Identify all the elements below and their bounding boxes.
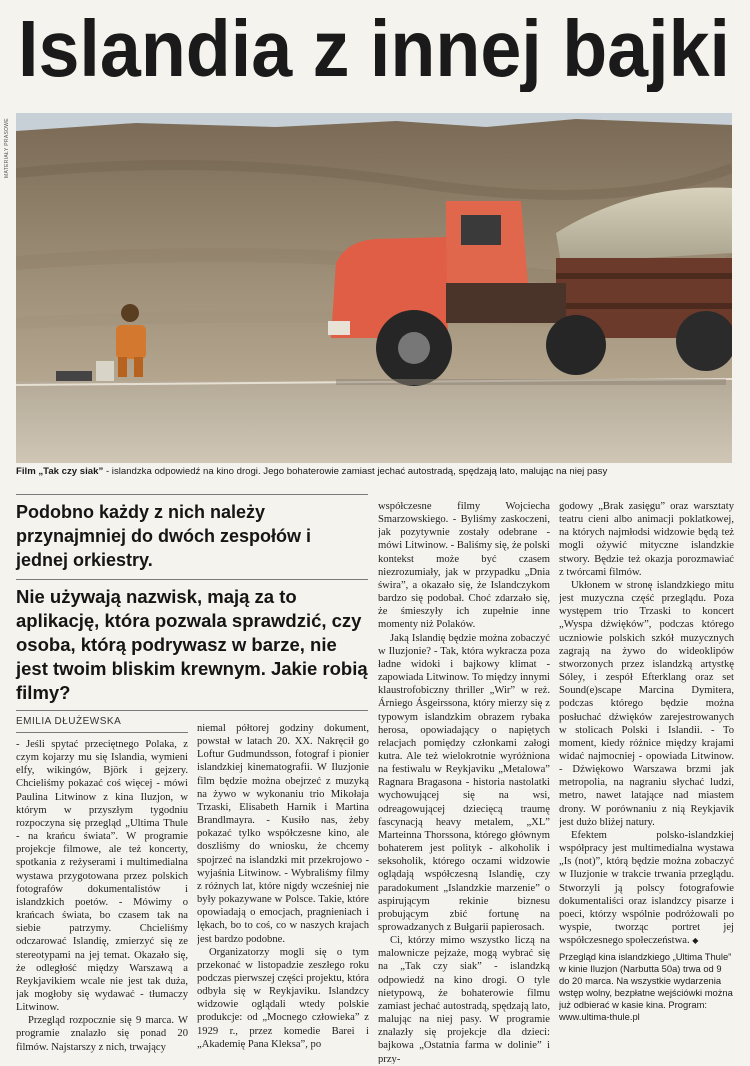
body-paragraph: niemal półtorej godziny dokument, powstał w latach 20. XX. Nakręcił go Loftur Gudmundsson, fotograf i pionier islandzkiej kinematografii. W Iluzjonie film będzie można obejrzeć z muzyką na żywo w wykonaniu trio Mikołaja Trzaski, Elisabeth Harnik i Martina Brandlmayra. - Kusiło nas, żeby pokazać tylko współczesne kino, ale doszliśmy do wniosku, że chcemy spojrzeć na islandzki mit przekrojowo - wyjaśnia Litwinow. - Wybraliśmy filmy z różnych lat, które nigdy wcześniej nie były pokazywane w Polsce. Takie, które opowiadają o emocjach, pragnieniach i lękach, bo to coś, co w naszych krajach jest bardzo podobne. — [197, 723, 369, 945]
headline — [18, 8, 732, 92]
caption-text: - islandzka odpowiedź na kino drogi. Jego bohaterowie zamiast jechać autostradą, spędzają lato, malując na niej pasy — [103, 466, 608, 477]
body-paragraph-text: Efektem polsko-islandzkiej współpracy jest multimedialna wystawa „Is (not)”, którą będzie można zobaczyć w Iluzjonie w trakcie trwania przeglądu. Stworzyli ją polscy fotografowie dokumentaliści oraz islandzcy pisarze i poeci, którzy wspólnie podróżowali po wyspie, tworząc portret jej współczesnego społeczeństwa. — [559, 829, 734, 947]
body-paragraph: - Jeśli spytać przeciętnego Polaka, z czym kojarzy mu się Islandia, wymieni elfy, wikingów, Björk i gejzery. Chcieliśmy pokazać coś więcej - mówi Paulina Litwinow z kina Iluzjon, w którym w przyszłym tygodniu rozpoczyna się przegląd „Ultima Thule - na krańcu świata”. W programie projekcje filmowe, ale też koncerty, spotkania z reżyserami i multimedialna wystawa przygotowana przez polskich fotografów dokumentalistów i islandzkich poetów. - Mówimy o krańcach świata, bo czasem tak na siebie patrzymy. Chcieliśmy odczarować Islandię, zmierzyć się ze stereotypami na jej temat. Okazało się, że odległość między Warszawą a Reykjavikiem wcale nie jest tak duża, jak mogłoby się wydawać - tłumaczy Litwinow. — [16, 739, 188, 1014]
lead-paragraph-1: Podobno każdy z nich należy przynajmniej do dwóch zespołów i jednej orkiestry. — [16, 502, 312, 570]
byline-rule — [16, 710, 368, 711]
article-photo — [16, 113, 732, 463]
body-paragraph: współczesne filmy Wojciecha Smarzowskiego. - Byliśmy zaskoczeni, jak pozytywnie zostały odebrane - mówi Litwinow. - Baliśmy się, że polski kontekst może być czasem niezrozumiały, jak w przypadku „Dnia świra”, a okazało się, że Islandczykom bardzo się podobał. Choć zdarzało się, że śmieszyły ich zupełnie inne momenty niż Polaków. — [378, 501, 550, 631]
article-column-4 — [559, 500, 734, 1064]
event-info-box: Przegląd kina islandzkiego „Ultima Thule” w kinie Iluzjon (Narbutta 50a) trwa od 9 do 20 marca. Na wszystkie wydarzenia wstęp wolny, bezpłatne wejściówki można już odbierać w kasie kina. Program: www.ultima-thule.pl — [559, 951, 733, 1023]
article-column-1 — [16, 738, 188, 1064]
body-paragraph: Ukłonem w stronę islandzkiego mitu jest muzyczna część przeglądu. Poza występem trio Trzaski to koncert „Wyspa dźwięków”, podczas którego uczniowie polskich szkół muzycznych zagrają na żywo do wideoklipów stworzonych przez islandzką artystkę Sóley, i zespół Efterklang oraz set Sound(e)scape Marcina Dymitera, podczas którego będzie można posłuchać dźwięków zarejestrowanych w stolicach Polski i Islandii. - To moment, kiedy różnice między krajami widać najmocniej - opowiada Litwinow. - Dźwiękowo Warszawa brzmi jak metropolia, na nagraniu słychać ludzi, metro, nawet latające nad miastem drony. W porównaniu z nią Reykjavik jest dużo bliżej natury. — [559, 579, 734, 828]
body-paragraph: Organizatorzy mogli się o tym przekonać w listopadzie zeszłego roku podczas pierwszej części projektu, która odbyła się w Reykjaviku. Islandzcy widzowie oglądali wtedy polskie produkcje: od „Mocnego człowieka” z 1929 r., przez komedie Barei i „Akademię Pana Kleksa”, po — [197, 946, 369, 1050]
article-column-2 — [197, 722, 369, 1064]
byline-bottom-rule — [16, 732, 188, 733]
article-column-3 — [378, 500, 550, 1064]
body-paragraph: Ci, którzy mimo wszystko liczą na malownicze pejzaże, mogą wybrać się na „Tak czy siak” - islandzką odpowiedź na kino drogi. O tyle nietypową, że bohaterowie filmu zamiast jechać autostradą, spędzają lato, malując na niej pasy. W programie znalazły się projekcje dla dzieci: bajkowa „Ostatnia farma w dolinie” i przy- — [378, 935, 550, 1064]
lead-paragraph-2: Nie używają nazwisk, mają za to aplikację, która pozwala sprawdzić, czy osoba, którą podrywasz w barze, nie jest twoim bliskim krewnym. Jakie robią filmy? — [16, 586, 368, 703]
body-paragraph — [559, 829, 734, 947]
lead-top-rule — [16, 494, 368, 495]
body-paragraph: Przegląd rozpocznie się 9 marca. W programie znalazło się ponad 20 filmów. Najstarszy z nich, trwający — [16, 1015, 188, 1053]
caption-film-title: Film „Tak czy siak” — [16, 466, 104, 477]
body-paragraph: godowy „Brak zasięgu” oraz warsztaty teatru cieni albo animacji poklatkowej, na których najmłodsi widzowie będą też mogli ożywić mityczne islandzkie stwory. Będzie też okazja porozmawiać z twórcami filmów. — [559, 501, 734, 578]
headline-text: Islandia z innej bajki — [18, 8, 730, 92]
body-paragraph: Jaką Islandię będzie można zobaczyć w Iluzjonie? - Tak, która wykracza poza ładne widoki i bajkowy klimat - zapowiada Litwinow. To między innymi klaustrofobiczny thriller „Wir” w reż. Árniego Ásgeirssona, który mierzy się z typowym islandzkim obrazem rybaka herosa, opowiadający o napiętych relacjach pomiędzy członkami załogi kutra. Ale też wielokrotnie wyróżniona na festiwalu w Reykjaviku „Metalowa” Ragnara Bragasona - historia nastolatki wychowującej się na wsi, odreagowującej dziecięcą traumę fascynacją heavy metalem, „XL” Marteinna Thorssona, którego głównym bohaterem jest polityk - alkoholik i seksoholik, którego oczami widzowie oglądają współczesną Islandię, czy paradokument „Islandzkie marzenie” o aspirującym rekinie biznesu probującym zbić fortunę na sprowadzanych z Bułgarii papierosach. — [378, 632, 550, 933]
lead-divider — [16, 579, 368, 580]
photo-credit: MATERIAŁY PRASOWE — [4, 118, 10, 178]
end-mark-icon: ◆ — [692, 936, 699, 946]
byline: EMILIA DŁUŻEWSKA — [16, 716, 122, 727]
photo-caption — [16, 466, 732, 482]
